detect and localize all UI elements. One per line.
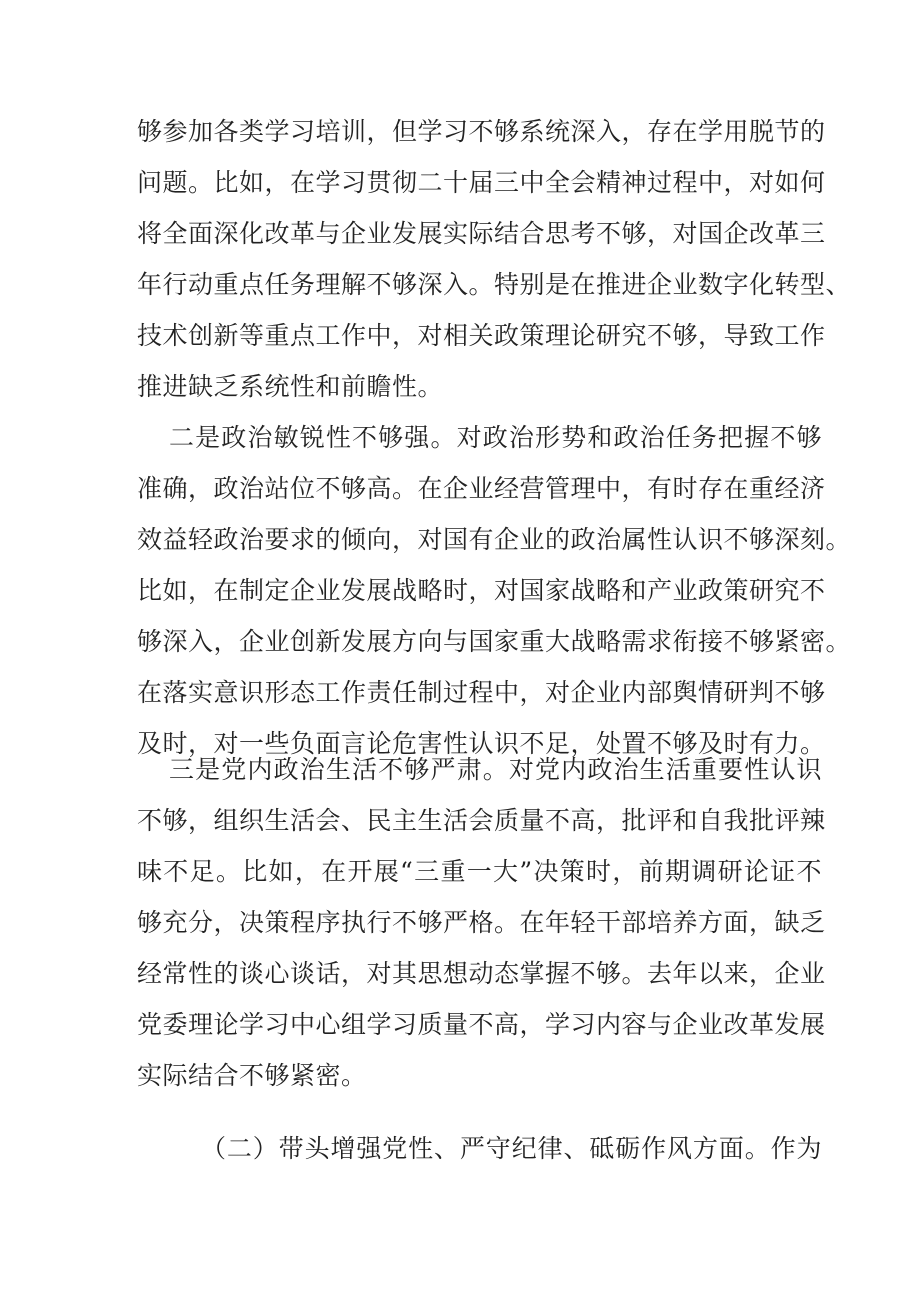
text-line: 在落实意识形态工作责任制过程中，对企业内部舆情研判不够	[137, 678, 826, 707]
text-line: 问题。比如，在学习贯彻二十届三中全会精神过程中，对如何	[137, 168, 826, 197]
text-line: 准确，政治站位不够高。在企业经营管理中，有时存在重经济	[137, 474, 826, 503]
text-line: （二）带头增强党性、严守纪律、砥砺作风方面。作为	[201, 1134, 822, 1163]
text-line: 实际结合不够紧密。	[137, 1061, 367, 1090]
section-heading-party-spirit	[137, 1123, 822, 1174]
text-line: 二是政治敏锐性不够强。对政治形势和政治任务把握不够	[169, 423, 822, 452]
text-line: 经常性的谈心谈话，对其思想动态掌握不够。去年以来，企业	[137, 959, 826, 988]
text-line: 三是党内政治生活不够严肃。对党内政治生活重要性认识	[169, 755, 822, 784]
text-line: 效益轻政治要求的倾向，对国有企业的政治属性认识不够深刻。	[137, 525, 852, 554]
text-line: 年行动重点任务理解不够深入。特别是在推进企业数字化转型、	[137, 270, 852, 299]
text-line: 不够，组织生活会、民主生活会质量不高，批评和自我批评辣	[137, 806, 826, 835]
text-line: 比如，在制定企业发展战略时，对国家战略和产业政策研究不	[137, 576, 826, 605]
text-line: 党委理论学习中心组学习质量不高，学习内容与企业改革发展	[137, 1010, 826, 1039]
text-line: 够参加各类学习培训，但学习不够系统深入，存在学用脱节的	[137, 117, 826, 146]
paragraph-political-sensitivity	[137, 412, 852, 769]
text-line: 够充分，决策程序执行不够严格。在年轻干部培养方面，缺乏	[137, 908, 826, 937]
text-line: 够深入，企业创新发展方向与国家重大战略需求衔接不够紧密。	[137, 627, 852, 656]
paragraph-party-political-life	[137, 744, 826, 1101]
text-line: 技术创新等重点工作中，对相关政策理论研究不够，导致工作	[137, 321, 826, 350]
text-line: 将全面深化改革与企业发展实际结合思考不够，对国企改革三	[137, 219, 826, 248]
paragraph-study-training	[137, 106, 852, 412]
text-line: 及时，对一些负面言论危害性认识不足，处置不够及时有力。	[137, 729, 826, 758]
text-line: 味不足。比如，在开展“三重一大”决策时，前期调研论证不	[137, 857, 822, 886]
text-line: 推进缺乏系统性和前瞻性。	[137, 372, 444, 401]
